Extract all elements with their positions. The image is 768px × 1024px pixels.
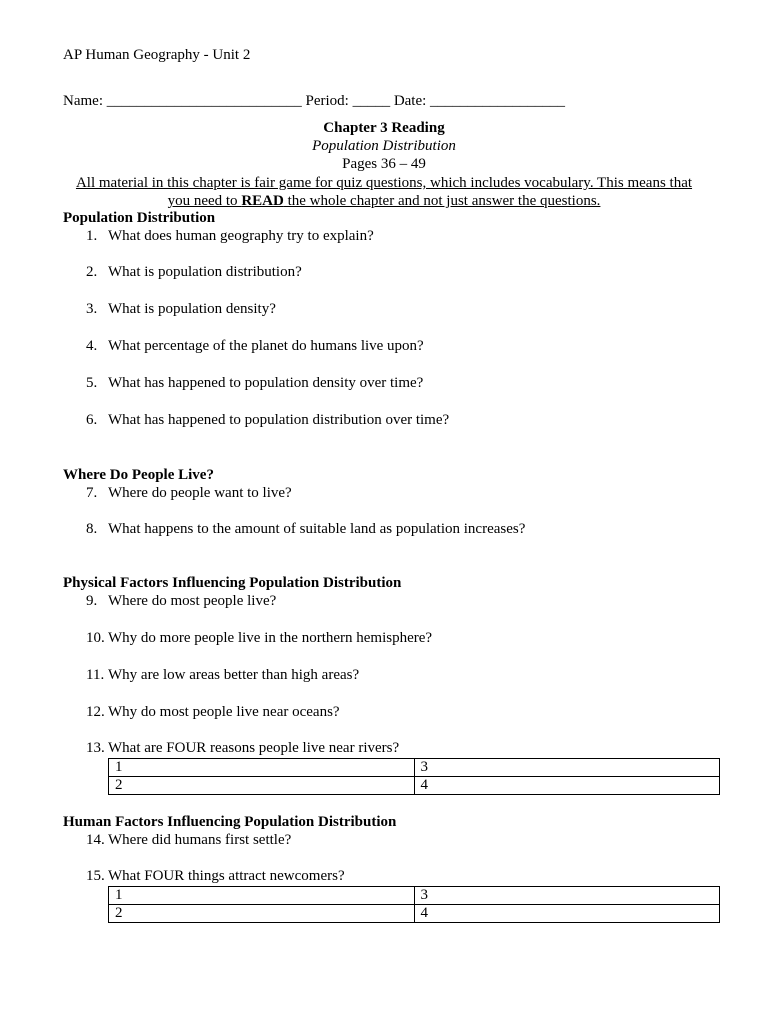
question-text: What happens to the amount of suitable land as population increases?	[108, 521, 526, 537]
question-number: 5.	[86, 375, 98, 391]
newcomers-answer-table	[108, 886, 720, 923]
table-row	[109, 887, 720, 905]
section-heading-population-distribution: Population Distribution	[63, 210, 216, 226]
question-number: 11.	[86, 667, 105, 683]
question-text: What has happened to population density over time?	[108, 375, 424, 391]
question-text: What percentage of the planet do humans live upon?	[108, 338, 424, 354]
question-text: Where do most people live?	[108, 593, 277, 609]
table-cell[interactable]: 2	[109, 777, 415, 795]
question-number: 9.	[86, 593, 98, 609]
question-text: Why do most people live near oceans?	[108, 704, 340, 720]
chapter-title: Chapter 3 Reading	[323, 120, 445, 136]
section-heading-physical-factors: Physical Factors Influencing Population Distribution	[63, 575, 402, 591]
notice-text-2: the whole chapter and not just answer the questions.	[283, 193, 601, 209]
table-cell[interactable]: 3	[414, 759, 720, 777]
question-text: What are FOUR reasons people live near rivers?	[108, 740, 400, 756]
question-number: 1.	[86, 228, 98, 244]
question-text: What is population distribution?	[108, 264, 302, 280]
table-row	[109, 777, 720, 795]
section-heading-where-do-people-live: Where Do People Live?	[63, 467, 214, 483]
rivers-answer-table	[108, 758, 720, 795]
question-text: Where did humans first settle?	[108, 832, 292, 848]
table-cell[interactable]: 1	[109, 759, 415, 777]
question-text: What is population density?	[108, 301, 276, 317]
page-range: Pages 36 – 49	[342, 156, 426, 172]
reading-notice	[63, 174, 705, 210]
question-number: 4.	[86, 338, 98, 354]
table-cell[interactable]: 3	[414, 887, 720, 905]
notice-emphasis: READ	[241, 193, 284, 209]
question-text: What FOUR things attract newcomers?	[108, 868, 345, 884]
chapter-subtitle: Population Distribution	[312, 138, 456, 154]
question-number: 3.	[86, 301, 98, 317]
table-row	[109, 905, 720, 923]
question-number: 15.	[86, 868, 105, 884]
table-cell[interactable]: 4	[414, 777, 720, 795]
question-text: What does human geography try to explain?	[108, 228, 374, 244]
table-row	[109, 759, 720, 777]
question-text: What has happened to population distribution over time?	[108, 412, 450, 428]
course-title: AP Human Geography - Unit 2	[63, 47, 251, 63]
question-text: Why do more people live in the northern hemisphere?	[108, 630, 433, 646]
question-number: 14.	[86, 832, 105, 848]
question-number: 8.	[86, 521, 98, 537]
table-cell[interactable]: 2	[109, 905, 415, 923]
question-number: 13.	[86, 740, 105, 756]
table-cell[interactable]: 4	[414, 905, 720, 923]
question-text: Why are low areas better than high areas?	[108, 667, 360, 683]
question-number: 2.	[86, 264, 98, 280]
question-number: 10.	[86, 630, 105, 646]
question-text: Where do people want to live?	[108, 485, 292, 501]
table-cell[interactable]: 1	[109, 887, 415, 905]
question-number: 6.	[86, 412, 98, 428]
name-period-date-line: Name: __________________________ Period: _____ Date: __________________	[63, 93, 566, 109]
section-heading-human-factors: Human Factors Influencing Population Distribution	[63, 814, 397, 830]
question-number: 12.	[86, 704, 105, 720]
notice-text-1: All material in this chapter is fair game for quiz questions, which includes vocabulary. This means that you need to	[75, 175, 693, 209]
question-number: 7.	[86, 485, 98, 501]
